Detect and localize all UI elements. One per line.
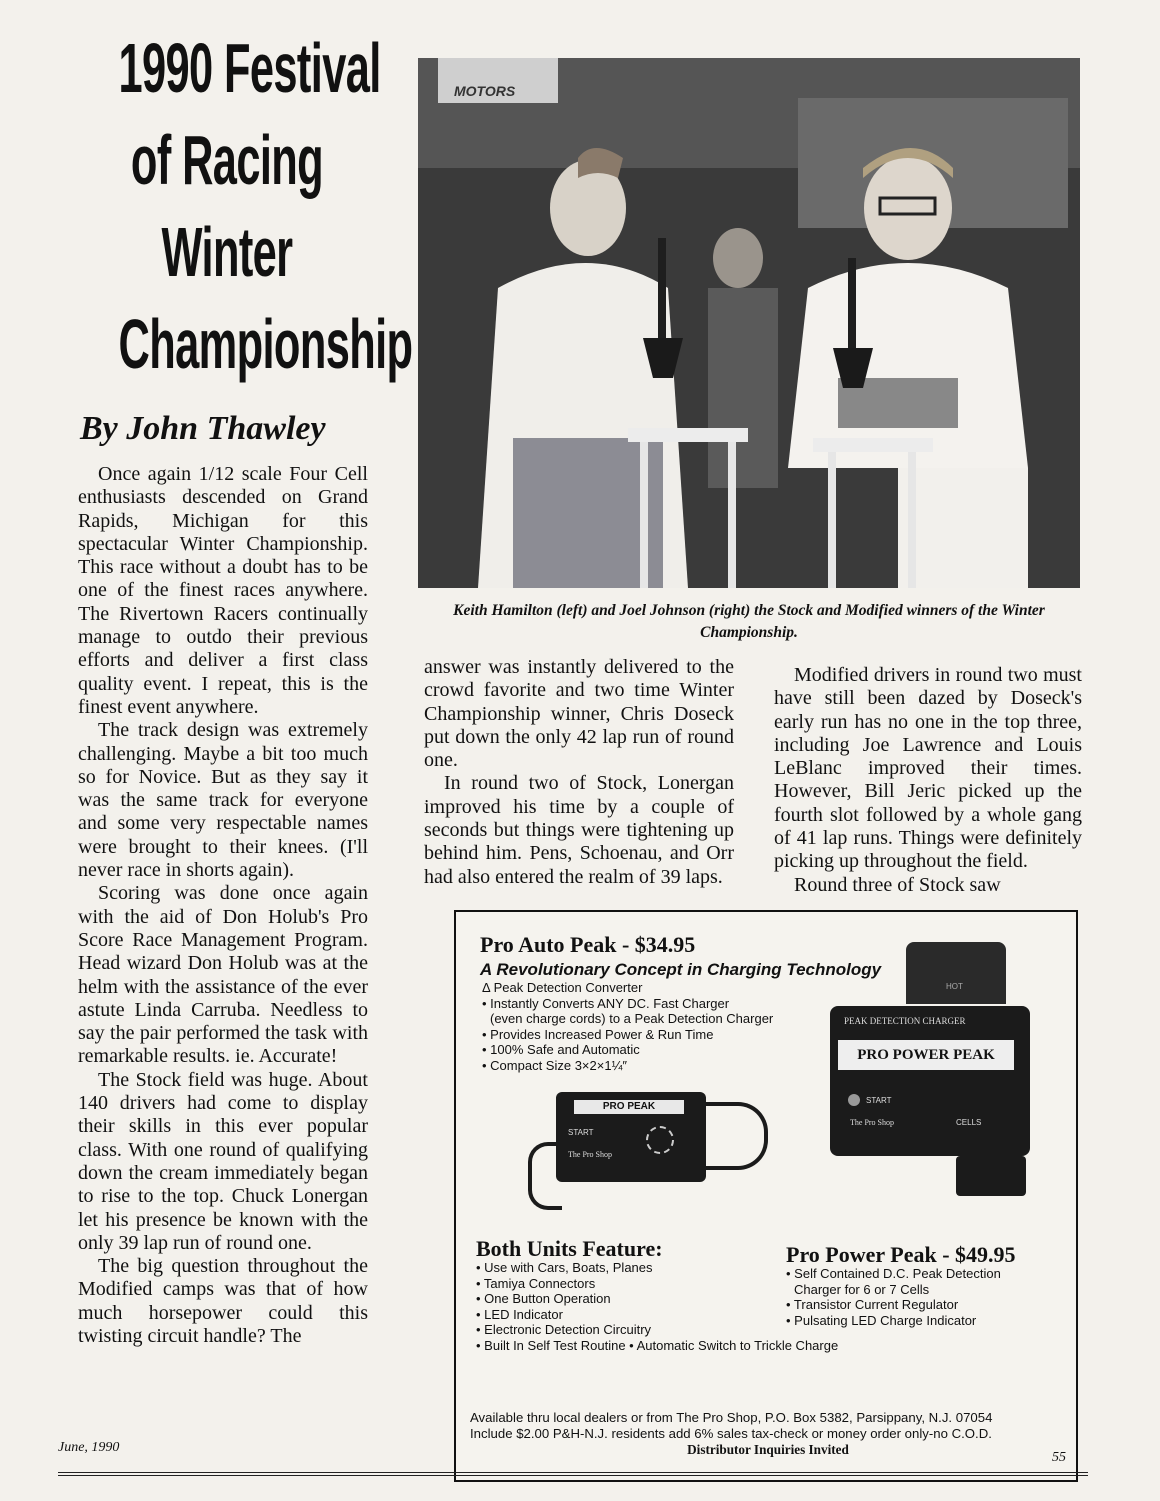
article-column-1 — [78, 463, 368, 1348]
ad-feature: • Use with Cars, Boats, Planes — [476, 1260, 653, 1275]
paragraph: The Stock field was huge. About 140 drivers had come to display their skills in this ever popular class. With one round of qualifying down the cream immediately began to rise to the top. Chuck Lonergan let his presence be known with the only 39 lap run of round one. — [78, 1068, 368, 1254]
ad-feature: • Pulsating LED Charge Indicator — [786, 1312, 977, 1328]
paragraph: The big question throughout the Modified camps was that of how much horsepower could this twisting circuit handle? The — [78, 1255, 368, 1347]
ad-feature: • One Button Operation — [476, 1291, 611, 1306]
ad-feature: • Electronic Detection Circuitry — [476, 1322, 652, 1337]
device-big-start: START — [866, 1096, 892, 1105]
headline — [118, 22, 413, 390]
device-big-label: PRO POWER PEAK — [838, 1040, 1014, 1070]
paragraph: The track design was extremely challenging. Maybe a bit too much so for Novice. But as they say it was the same track for everyone and some very respectable names were brought to their knees. (I'll never race in shorts again). — [78, 719, 368, 882]
byline: By John Thawley — [80, 410, 326, 447]
cable-icon — [704, 1102, 768, 1170]
ad-footer-line-2: Include $2.00 P&H-N.J. residents add 6% sales tax-check or money order only-no C.O.D. — [470, 1426, 992, 1441]
ad-footer-line-1: Available thru local dealers or from The Pro Shop, P.O. Box 5382, Parsippany, N.J. 07054 — [470, 1410, 993, 1425]
device-big-brand: The Pro Shop — [850, 1118, 894, 1127]
device-small-label: PRO PEAK — [574, 1100, 684, 1114]
article-column-3 — [774, 664, 1082, 897]
connector-icon — [956, 1156, 1026, 1196]
footer-rule — [58, 1472, 1088, 1473]
paragraph: answer was instantly delivered to the crowd favorite and two time Winter Championship winner, Chris Doseck put down the only 42 lap run of round one. — [424, 656, 734, 772]
ad-feature: • LED Indicator — [476, 1306, 563, 1322]
photo-illustration — [418, 58, 1080, 588]
headline-line-1: 1990 Festival — [118, 29, 381, 107]
ad-feature: • Self Contained D.C. Peak Detection — [786, 1266, 1001, 1281]
sign-text: MOTORS — [454, 83, 516, 99]
ad-feature: • Compact Size 3×2×1¼″ — [482, 1057, 628, 1073]
pro-shop-advertisement — [454, 910, 1078, 1482]
pro-power-peak-device — [830, 1006, 1030, 1156]
ad-feature: • Instantly Converts ANY DC. Fast Charger — [482, 995, 730, 1011]
both-units-list — [476, 1260, 838, 1353]
device-lid-icon — [906, 942, 1006, 1004]
ad-footer-line-3: Distributor Inquiries Invited — [687, 1442, 849, 1457]
paragraph: In round two of Stock, Lonergan improved his time by a couple of seconds but things were tightening up behind him. Pens, Schoenau, and Orr had also entered the realm of 39 laps. — [424, 772, 734, 888]
paragraph: Modified drivers in round two must have still been dazed by Doseck's early run has no one in the top three, including Joe Lawrence and Louis LeBlanc improved their times. However, Bill Jeric picked up the fourth slot followed by a whole gang of 41 lap runs. Things were definitely picking up throughout the field. — [774, 664, 1082, 873]
ad-feature: • Transistor Current Regulator — [786, 1297, 959, 1312]
device-big-cells: CELLS — [956, 1118, 982, 1127]
ad-feature: • Tamiya Connectors — [476, 1275, 596, 1291]
paragraph: Round three of Stock saw — [794, 873, 1001, 896]
footer-rule — [58, 1475, 1088, 1476]
device-big-hot: HOT — [946, 982, 963, 991]
ad-feature-list-2 — [786, 1266, 1001, 1328]
paragraph: Scoring was done once again with the aid of Don Holub's Pro Score Race Management Program. Head wizard Don Holub was at the helm with the assistance of the ever astute Linda Carruba. Needless to say the pair performed the task with remarkable results. ie. Accurate! — [78, 882, 368, 1068]
device-small-brand: The Pro Shop — [568, 1150, 612, 1159]
ad-feature-list-1 — [482, 980, 773, 1073]
headline-line-2: of Racing — [130, 121, 324, 199]
led-icon — [646, 1126, 674, 1154]
ad-feature: Charger for 6 or 7 Cells — [794, 1281, 930, 1297]
article-column-2 — [424, 656, 734, 889]
ad-feature: • Built In Self Test Routine • Automatic Switch to Trickle Charge — [476, 1337, 839, 1353]
both-units-title: Both Units Feature: — [476, 1236, 663, 1261]
ad-feature: • Provides Increased Power & Run Time — [482, 1026, 714, 1042]
paragraph: Once again 1/12 scale Four Cell enthusiasts descended on Grand Rapids, Michigan for this spectacular Winter Championship. This race without a doubt has to be one of the finest races anywhere. The Rivertown Racers continually manage to outdo their previous efforts and deliver a first class quality event. I repeat, this is the finest event anywhere. — [78, 463, 368, 718]
ad-feature: Δ Peak Detection Converter — [482, 980, 643, 995]
winners-photo — [418, 58, 1080, 588]
headline-line-3: Winter — [161, 213, 293, 291]
ad-footer — [470, 1410, 1066, 1458]
pro-auto-peak-device — [556, 1092, 706, 1182]
cable-icon — [528, 1142, 562, 1210]
ad-tagline: A Revolutionary Concept in Charging Technology — [480, 960, 882, 979]
device-big-top: PEAK DETECTION CHARGER — [844, 1016, 966, 1026]
photo-caption: Keith Hamilton (left) and Joel Johnson (right) the Stock and Modified winners of the Winter Championship. — [453, 602, 1045, 641]
start-button-icon — [848, 1094, 860, 1106]
page-number: 55 — [1052, 1450, 1066, 1465]
ad-title-power-peak: Pro Power Peak - $49.95 — [786, 1242, 1016, 1267]
ad-feature: (even charge cords) to a Peak Detection Charger — [490, 1011, 774, 1026]
issue-date: June, 1990 — [58, 1440, 120, 1455]
ad-title-auto-peak: Pro Auto Peak - $34.95 — [480, 932, 696, 957]
ad-feature: • 100% Safe and Automatic — [482, 1042, 640, 1057]
device-small-start: START — [568, 1128, 594, 1137]
headline-line-4: Championship — [118, 305, 413, 383]
